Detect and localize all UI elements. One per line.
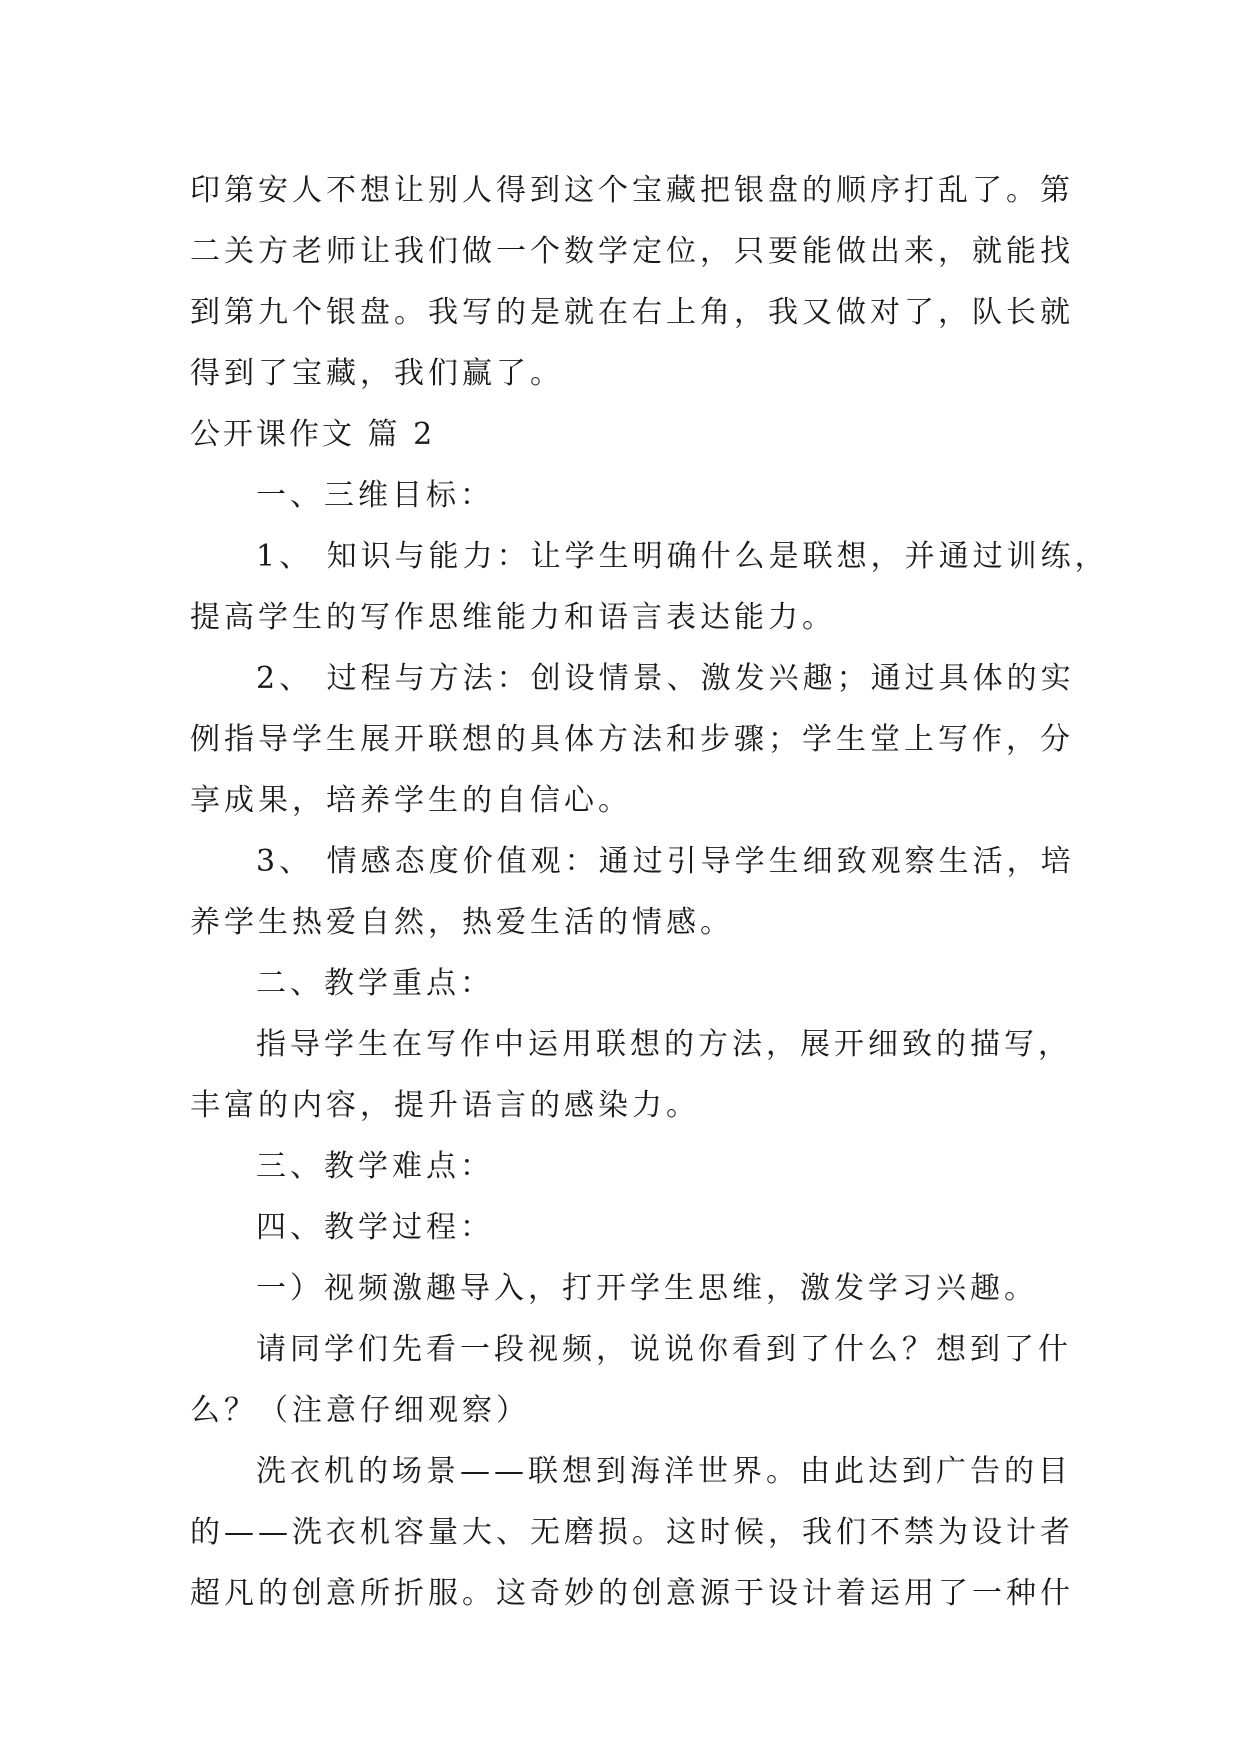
- text-line: 三、教学难点：: [256, 1149, 494, 1184]
- text-line: 指导学生在写作中运用联想的方法，展开细致的描写，: [256, 1027, 1072, 1062]
- text-line: 的——洗衣机容量大、无磨损。这时候，我们不禁为设计者: [190, 1515, 1074, 1550]
- text-line: 么？（注意仔细观察）: [190, 1393, 530, 1428]
- text-line: 请同学们先看一段视频，说说你看到了什么？想到了什: [256, 1332, 1072, 1367]
- text-line: 印第安人不想让别人得到这个宝藏把银盘的顺序打乱了。第: [190, 173, 1074, 208]
- text-line: 提高学生的写作思维能力和语言表达能力。: [190, 600, 836, 635]
- text-line: 享成果，培养学生的自信心。: [190, 783, 632, 818]
- document-body: [190, 160, 1109, 1624]
- text-line: 养学生热爱自然，热爱生活的情感。: [190, 905, 734, 940]
- text-line: 例指导学生展开联想的具体方法和步骤；学生堂上写作，分: [190, 722, 1074, 757]
- text-line: 四、教学过程：: [256, 1210, 494, 1245]
- text-line: 一、三维目标：: [256, 478, 494, 513]
- text-line: 二关方老师让我们做一个数学定位，只要能做出来，就能找: [190, 234, 1074, 269]
- text-line: 一）视频激趣导入，打开学生思维，激发学习兴趣。: [256, 1271, 1038, 1306]
- text-line: 1、 知识与能力：让学生明确什么是联想，并通过训练，: [256, 539, 1109, 574]
- text-line: 二、教学重点：: [256, 966, 494, 1001]
- text-line: 得到了宝藏，我们赢了。: [190, 356, 564, 391]
- text-line: 丰富的内容，提升语言的感染力。: [190, 1088, 700, 1123]
- text-line: 洗衣机的场景——联想到海洋世界。由此达到广告的目: [256, 1454, 1072, 1489]
- text-line: 超凡的创意所折服。这奇妙的创意源于设计着运用了一种什: [190, 1576, 1074, 1611]
- section-heading: 公开课作文 篇 2: [190, 417, 436, 452]
- text-line: 到第九个银盘。我写的是就在右上角，我又做对了，队长就: [190, 295, 1074, 330]
- text-line: 3、 情感态度价值观：通过引导学生细致观察生活，培: [256, 844, 1075, 879]
- text-line: 2、 过程与方法：创设情景、激发兴趣；通过具体的实: [256, 661, 1075, 696]
